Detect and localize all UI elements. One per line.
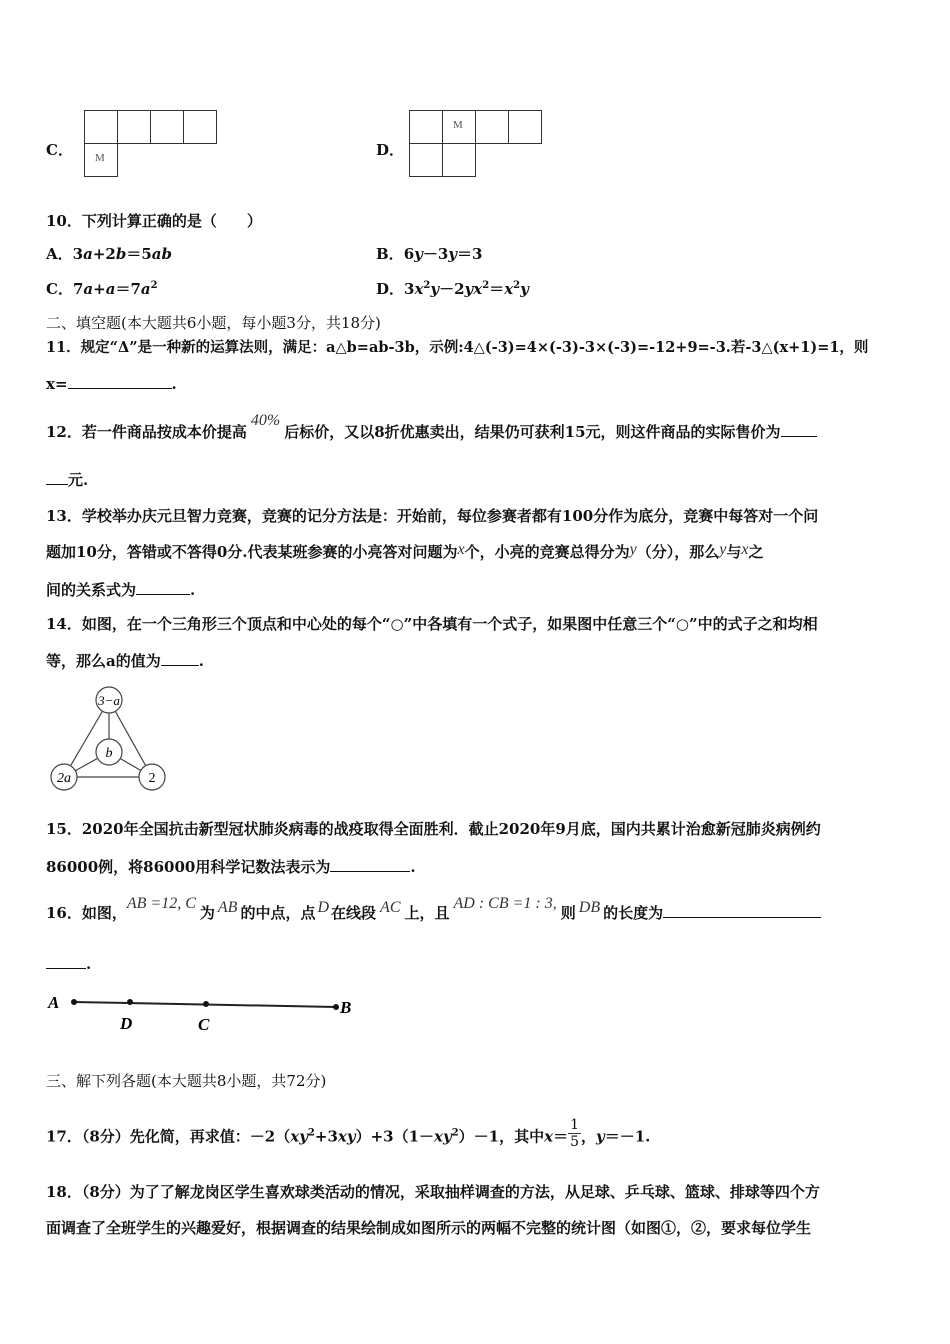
cube-net-d [409, 110, 543, 178]
circle-top-text: 3−a [98, 693, 120, 708]
q12-text: 12．若一件商品按成本价提高40%后标价，又以8折优惠卖出，结果仍可获利15元，则这件商品的实际售价为 [46, 422, 817, 443]
q18-line2: 面调查了全班学生的兴趣爱好，根据调查的结果绘制成如图所示的两幅不完整的统计图（如图①，②，要求每位学生 [46, 1219, 812, 1237]
q17-text: 17．（8分）先化简，再求值：$-2(xy^2+3xy)+3(1-xy^2)-1$，其中x＝ $\frac{1}{5}$ ，y＝－1. [46, 1117, 651, 1150]
point-a-label: A [48, 993, 60, 1012]
q10-option-d: D．$3x^2y-2yx^2=x^2y$ [376, 280, 529, 298]
q10-option-b: B．6y－3y＝3 [376, 245, 483, 263]
q11-answer-line: x= . [46, 375, 177, 393]
q14-line1: 14．如图，在一个三角形三个顶点和中心处的每个“○”中各填有一个式子，如果图中任意三个“○”中的式子之和均相 [46, 615, 818, 633]
line-segment-diagram [44, 990, 364, 1036]
q15-line1: 15．2020年全国抗击新型冠状肺炎病毒的战疫取得全面胜利．截止2020年9月底，国内共累计治愈新冠肺炎病例约 [46, 820, 821, 838]
circle-center-text: b [105, 746, 113, 761]
net-d-m-label: M [453, 119, 463, 131]
q14-line2: 等，那么a的值为 . [46, 652, 204, 670]
option-c-label: C． [46, 141, 73, 159]
cube-net-c [84, 110, 218, 178]
circle-right-text: 2 [148, 771, 156, 786]
point-b-label: B [340, 998, 352, 1017]
q16-line2: . [46, 954, 91, 974]
q11-text: 11．规定“Δ”是一种新的运算法则，满足：a△b=ab-3b，示例:4△(-3)=4×(-3)-3×(-3)=-12+9=-3.若-3△(x+1)=1，则 [46, 339, 869, 356]
section-3-heading: 三、解下列各题(本大题共8小题，共72分) [46, 1072, 327, 1090]
q17-fraction: $\frac{1}{5}$ [570, 1117, 580, 1150]
net-c-m-label: M [95, 152, 105, 164]
q13-line2: 题加10分，答错或不答得0分.代表某班参赛的小亮答对问题为x个，小亮的竞赛总得分为y（分），那么y与x之 [46, 541, 764, 561]
q12-line2: 元. [46, 470, 88, 490]
circle-left-text: 2a [57, 771, 71, 786]
q10-stem: 10．下列计算正确的是（ ） [46, 212, 262, 230]
q13-line1: 13．学校举办庆元旦智力竞赛，竞赛的记分方法是：开始前，每位参赛者都有100分作为底分，竞赛中每答对一个问 [46, 507, 819, 525]
q15-line2: 86000例，将86000用科学记数法表示为 . [46, 858, 416, 876]
q10-option-a: A．3a+2b＝5ab [46, 245, 172, 263]
option-d-label: D． [376, 141, 405, 159]
q18-line1: 18．（8分）为了了解龙岗区学生喜欢球类活动的情况，采取抽样调查的方法，从足球、乒乓球、篮球、排球等四个方 [46, 1183, 820, 1201]
q10-option-c: C．$7a+a=7a^2$ [46, 280, 158, 298]
q13-line3: 间的关系式为 . [46, 581, 196, 599]
point-d-label: D [120, 1014, 133, 1033]
triangle-diagram [44, 684, 174, 796]
q16-text: 16．如图，AB =12, C为 AB 的中点，点 D 在线段 AC 上，且AD : CB =1 : 3,则 DB 的长度为 [46, 903, 821, 924]
section-2-heading: 二、填空题(本大题共6小题，每小题3分，共18分) [46, 314, 381, 332]
point-c-label: C [198, 1015, 210, 1034]
